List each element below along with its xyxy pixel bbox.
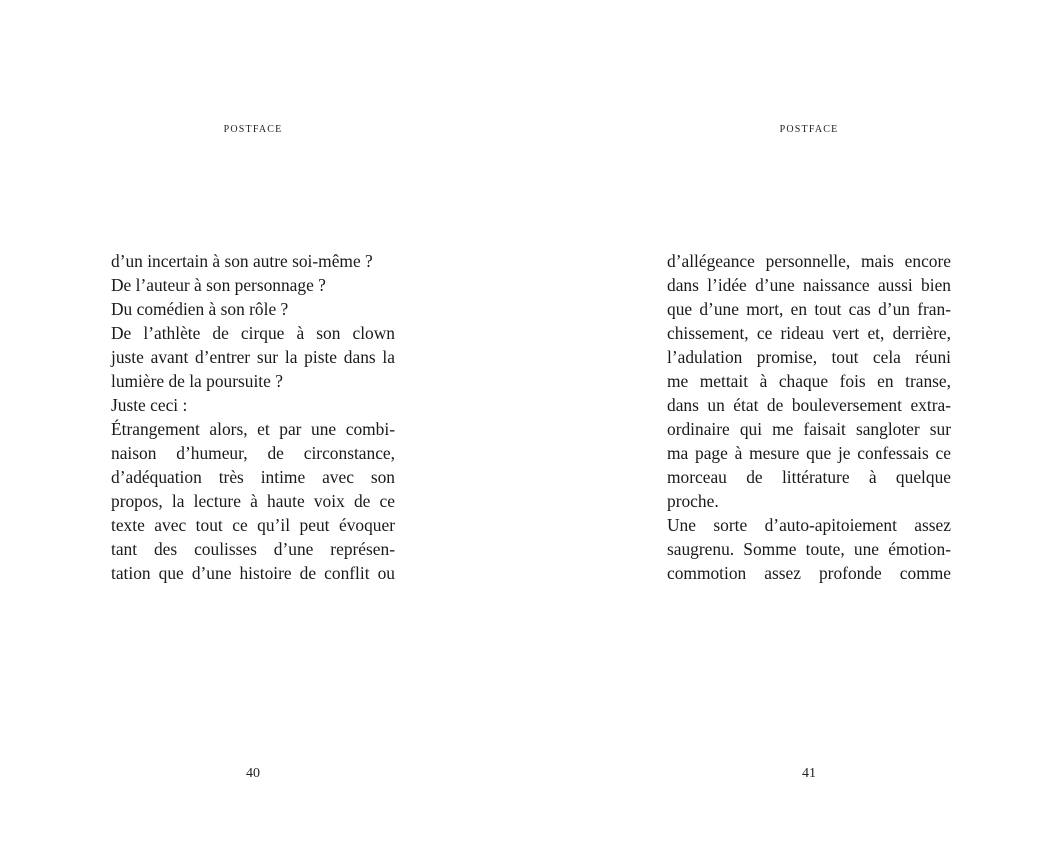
- text-line: me mettait à chaque fois en transe,: [667, 371, 951, 391]
- text-line: d’un incertain à son autre soi-même ?: [111, 251, 373, 271]
- text-line: d’allégeance personnelle, mais encore: [667, 251, 951, 271]
- text-line: naison d’humeur, de circonstance,: [111, 443, 395, 463]
- text-line: juste avant d’entrer sur la piste dans la: [111, 347, 395, 367]
- text-line: De l’athlète de cirque à son clown: [111, 323, 395, 343]
- text-line: Juste ceci :: [111, 395, 188, 415]
- right-page: [530, 0, 1060, 865]
- running-head: POSTFACE: [223, 124, 283, 135]
- text-line: lumière de la poursuite ?: [111, 371, 283, 391]
- page-number: 40: [246, 766, 260, 781]
- body-text: [667, 249, 951, 585]
- text-line: De l’auteur à son personnage ?: [111, 275, 326, 295]
- text-line: Du comédien à son rôle ?: [111, 299, 289, 319]
- text-line: commotion assez profonde comme: [667, 563, 951, 583]
- text-line: dans l’idée d’une naissance aussi bien: [667, 275, 951, 295]
- text-line: saugrenu. Somme toute, une émotion-: [667, 539, 951, 559]
- text-line: ordinaire qui me faisait sangloter sur: [667, 419, 951, 439]
- text-line: tation que d’une histoire de conflit ou: [111, 563, 395, 583]
- text-line: ma page à mesure que je confessais ce: [667, 443, 951, 463]
- text-line: l’adulation promise, tout cela réuni: [667, 347, 951, 367]
- page-number: 41: [802, 766, 816, 781]
- text-line: texte avec tout ce qu’il peut évoquer: [111, 515, 395, 535]
- body-text: [111, 249, 395, 585]
- running-head: POSTFACE: [779, 124, 839, 135]
- text-line: Une sorte d’auto-apitoiement assez: [667, 515, 951, 535]
- text-line: que d’une mort, en tout cas d’un fran-: [667, 299, 951, 319]
- text-line: tant des coulisses d’une représen-: [111, 539, 395, 559]
- text-line: Étrangement alors, et par une combi-: [111, 419, 395, 439]
- text-line: chissement, ce rideau vert et, derrière,: [667, 323, 951, 343]
- text-line: d’adéquation très intime avec son: [111, 467, 395, 487]
- text-line: dans un état de bouleversement extra-: [667, 395, 951, 415]
- text-line: morceau de littérature à quelque: [667, 467, 951, 487]
- text-line: propos, la lecture à haute voix de ce: [111, 491, 395, 511]
- text-line: proche.: [667, 491, 719, 511]
